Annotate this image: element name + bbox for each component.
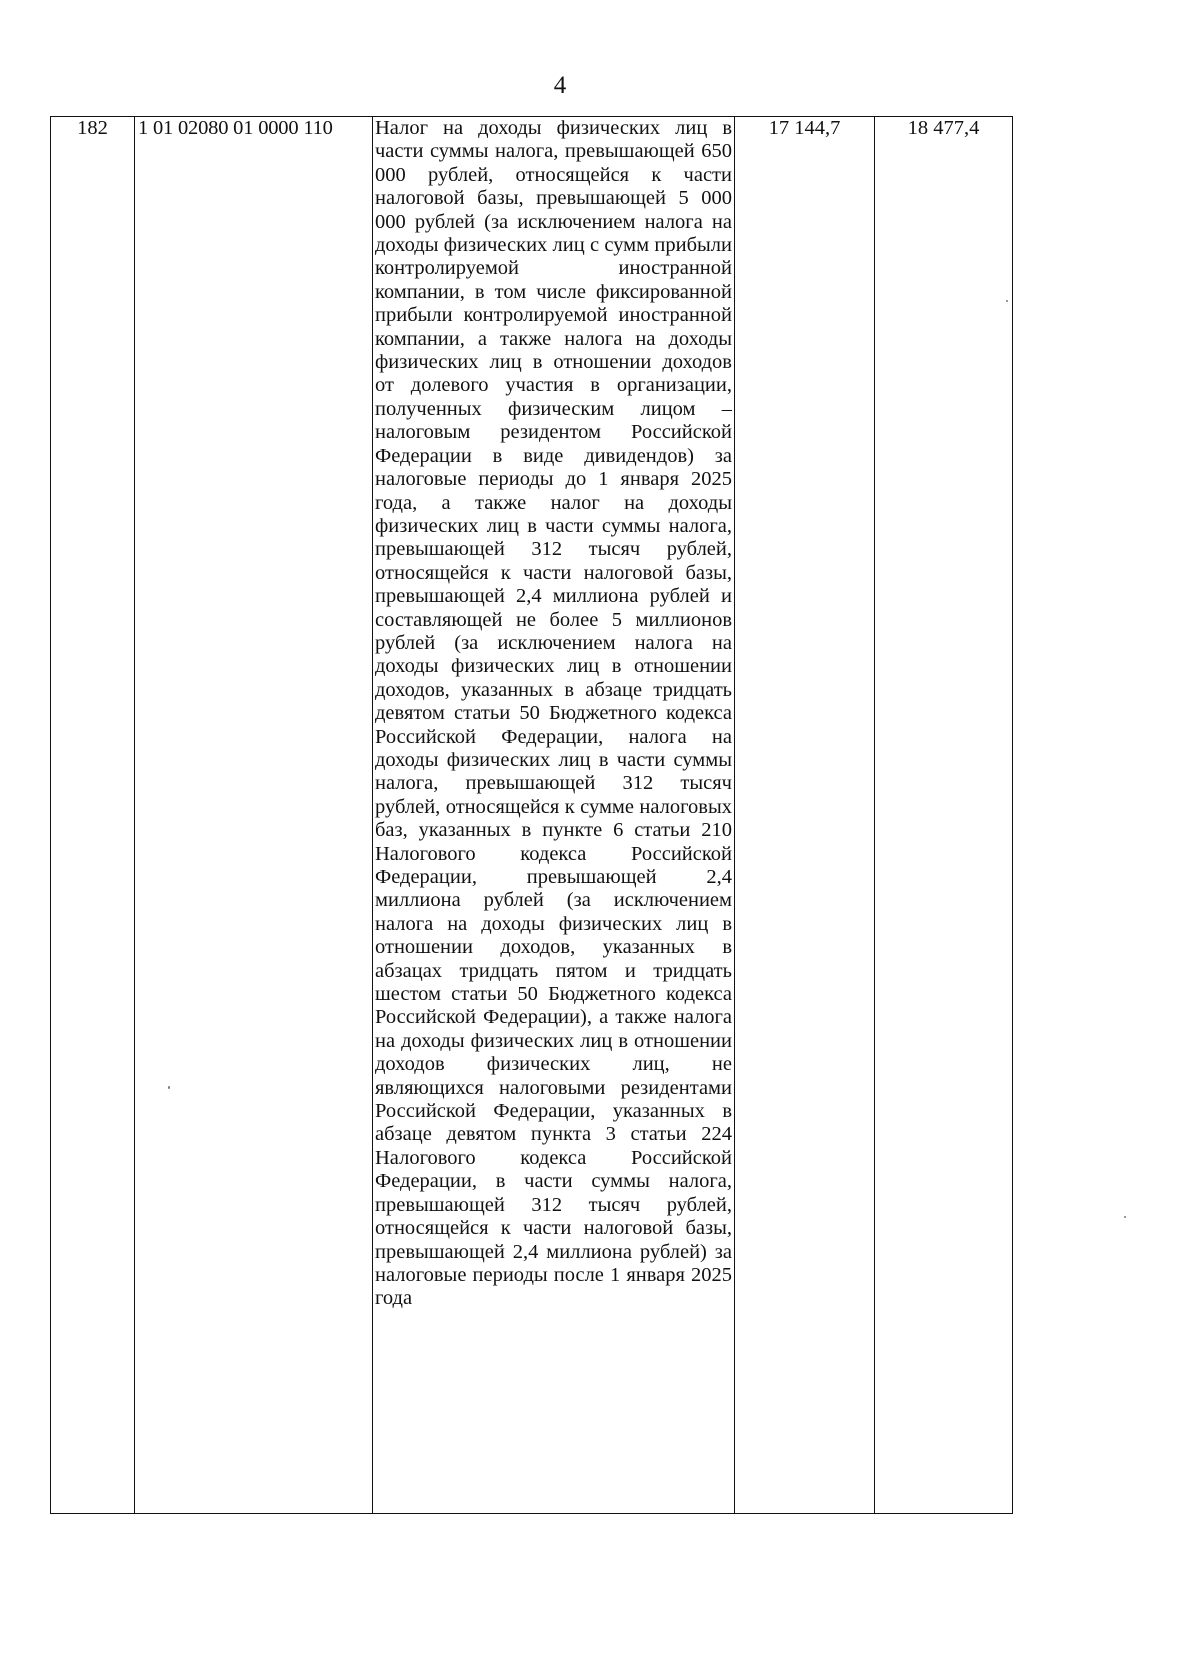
scan-speck — [168, 1086, 170, 1089]
amount-year2: 18 477,4 — [907, 117, 980, 139]
amount-year1-cell — [735, 117, 875, 1514]
budget-code: 1 01 02080 01 0000 110 — [138, 117, 333, 139]
admin-code-cell — [51, 117, 135, 1514]
amount-year1: 17 144,7 — [768, 117, 841, 139]
page-number: 4 — [553, 72, 567, 99]
amount-year2-cell — [875, 117, 1013, 1514]
budget-code-cell — [135, 117, 373, 1514]
scan-speck — [1124, 1216, 1126, 1218]
scan-speck — [1006, 300, 1008, 302]
description-cell — [373, 117, 735, 1514]
income-description: Налог на доходы физических лиц в части суммы налога, превышающей 650 000 рублей, относящейся к части налоговой базы, превышающей 5 000 000 рублей (за исключением налога на доходы физических лиц с сумм прибыли контролируемой иностранной компании, в том числе фиксированной прибыли контролируемой иностранной компании, а также налога на доходы физических лиц в отношении доходов от долевого участия в организации, полученных физическим лицом – налоговым резидентом Российской Федерации в виде дивидендов) за налоговые периоды до 1 января 2025 года, а также налог на доходы физических лиц в части суммы налога, превышающей 312 тысяч рублей, относящейся к части налоговой базы, превышающей 2,4 миллиона рублей и составляющей не более 5 миллионов рублей (за исключением налога на доходы физических лиц в отношении доходов, указанных в абзаце тридцать девятом статьи 50 Бюджетного кодекса Российской Федерации, налога на доходы физических лиц в части суммы налога, превышающей 312 тысяч рублей, относящейся к сумме налоговых баз, указанных в пункте 6 статьи 210 Налогового кодекса Российской Федерации, превышающей 2,4 миллиона рублей (за исключением налога на доходы физических лиц в отношении доходов, указанных в абзацах тридцать пятом и тридцать шестом статьи 50 Бюджетного кодекса Российской Федерации), а также налога на доходы физических лиц в отношении доходов физических лиц, не являющихся налоговыми резидентами Российской Федерации, указанных в абзаце девятом пункта 3 статьи 224 Налогового кодекса Российской Федерации, в части суммы налога, превышающей 312 тысяч рублей, относящейся к части налоговой базы, превышающей 2,4 миллиона рублей) за налоговые периоды после 1 января 2025 года — [375, 117, 732, 1310]
admin-code: 182 — [77, 117, 108, 139]
revenue-table — [50, 116, 1013, 1514]
table-row — [51, 117, 1013, 1514]
